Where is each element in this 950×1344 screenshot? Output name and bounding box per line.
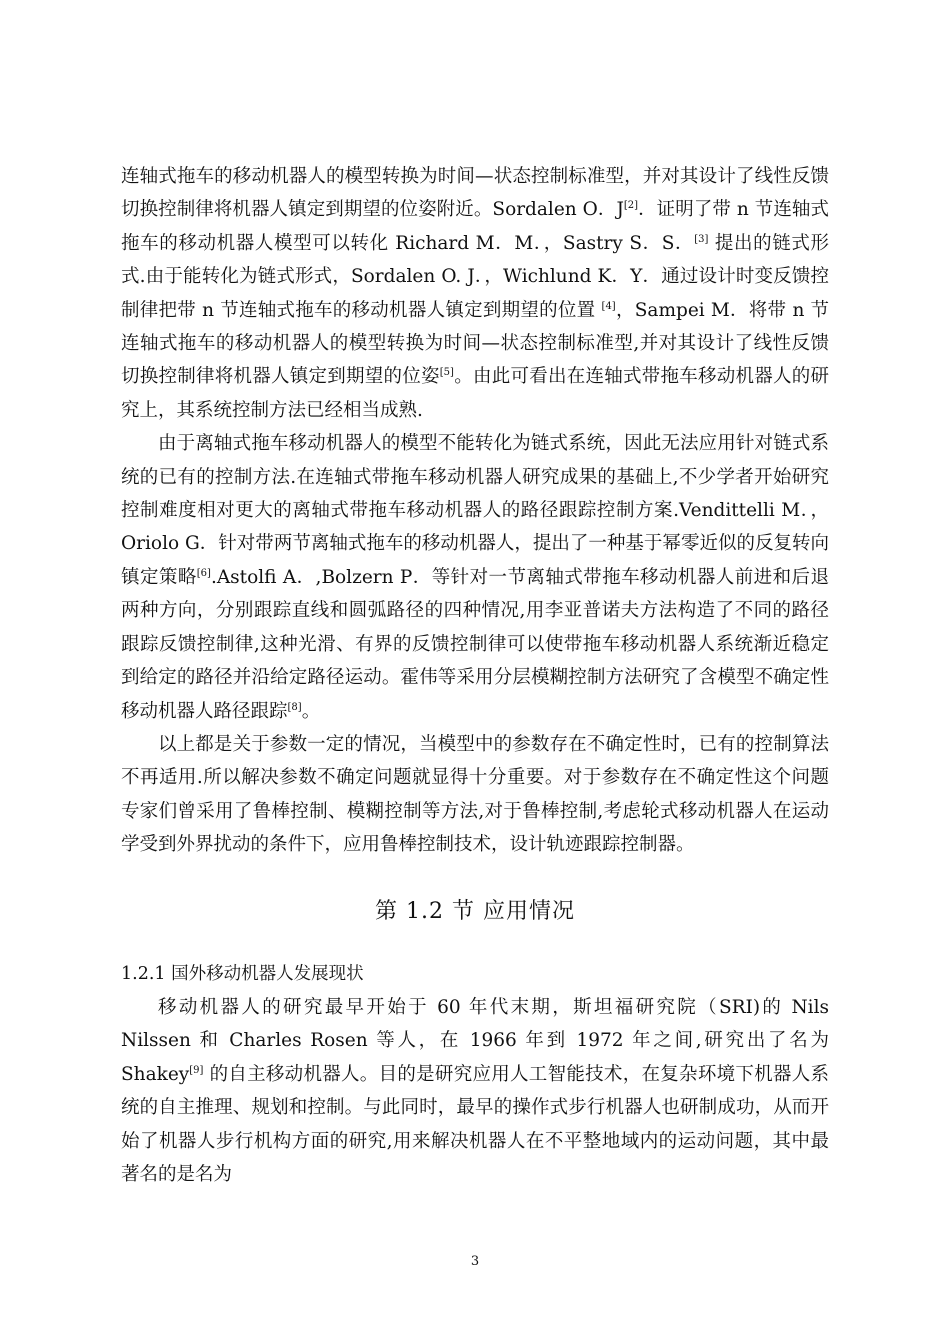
section-heading: 第 1.2 节 应用情况 xyxy=(375,898,575,924)
paragraph xyxy=(121,427,829,728)
paragraph-text: 。 xyxy=(301,700,321,722)
citation-marker: [2] xyxy=(623,200,639,212)
paragraph-text: 由于离轴式拖车移动机器人的模型不能转化为链式系统，因此无法应用针对链式系统的已有的控制方法.在连轴式带拖车移动机器人研究成果的基础上,不少学者开始研究控制难度相对更大的离轴式带拖车移动机器人的路径跟踪控制方案.Vendittelli M．，Oriolo G．针对带两节离轴式拖车的移动机器人，提出了一种基于幂零近似的反复转向镇定策略 xyxy=(121,433,829,588)
paragraph-text: ．证明了带 n 节连轴式拖车的移动机器人模型可以转化 Richard M．M．，Sastry S．S． xyxy=(121,199,829,254)
paragraph-text: 连轴式拖车的移动机器人的模型转换为时间—状态控制标准型，并对其设计了线性反馈切换控制律将机器人镇定到期望的位姿附近。Sordalen O．J xyxy=(121,166,829,221)
paragraph xyxy=(121,991,829,1191)
page-number: 3 xyxy=(470,1254,480,1269)
paragraph-text: .Astolfi A．,Bolzern P．等针对一节离轴式带拖车移动机器人前进和后退两种方向，分别跟踪直线和圆弧路径的四种情况,用李亚普诺夫方法构造了不同的路径跟踪反馈控制律,这种光滑、有界的反馈控制律可以使带拖车移动机器人系统渐近稳定到给定的路径并沿给定路径运动。霍伟等采用分层模糊控制方法研究了含模型不确定性移动机器人路径跟踪 xyxy=(121,566,829,722)
citation-marker: [9] xyxy=(189,1064,204,1076)
citation-marker: [8] xyxy=(287,701,302,713)
citation-marker: [5] xyxy=(439,367,454,379)
paragraph-text: 提出的链式形式.由于能转化为链式形式，Sordalen O. J．，Wichlund K．Y．通过设计时变反馈控制律把带 n 节连轴式拖车的移动机器人镇定到期望的位置 xyxy=(121,232,829,321)
body-text xyxy=(121,160,829,1191)
citation-marker: [4] xyxy=(601,300,616,312)
paragraph-text: 。由此可看出在连轴式带拖车移动机器人的研究上，其系统控制方法已经相当成熟. xyxy=(121,366,829,421)
citation-marker: [6] xyxy=(196,567,211,579)
subsection-heading: 1.2.1 国外移动机器人发展现状 xyxy=(121,963,364,984)
paragraph xyxy=(121,160,829,427)
paragraph xyxy=(121,728,829,862)
citation-marker: [3] xyxy=(694,233,709,245)
paragraph-text: 以上都是关于参数一定的情况，当模型中的参数存在不确定性时，已有的控制算法不再适用.所以解决参数不确定问题就显得十分重要。对于参数存在不确定性这个问题专家们曾采用了鲁棒控制、模糊控制等方法,对于鲁棒控制,考虑轮式移动机器人在运动学受到外界扰动的条件下，应用鲁棒控制技术，设计轨迹跟踪控制器。 xyxy=(121,733,829,856)
paragraphs-after xyxy=(121,991,829,1191)
paragraphs-before xyxy=(121,160,829,862)
paragraph-text: 的自主移动机器人。目的是研究应用人工智能技术，在复杂环境下机器人系统的自主推理、规划和控制。与此同时，最早的操作式步行机器人也研制成功，从而开始了机器人步行机构方面的研究,用来解决机器人在不平整地域内的运动问题，其中最著名的是名为 xyxy=(121,1063,829,1185)
paragraph-text: ，Sampei M．将带 n 节连轴式拖车的移动机器人的模型转换为时间—状态控制标准型,并对其设计了线性反馈切换控制律将机器人镇定到期望的位姿 xyxy=(121,299,830,388)
paragraph-text: 移动机器人的研究最早开始于 60 年代末期，斯坦福研究院（SRI)的 Nils Nilssen 和 Charles Rosen 等人，在 1966 年到 1972 年之间,研究出了名为 Shakey xyxy=(121,996,829,1085)
